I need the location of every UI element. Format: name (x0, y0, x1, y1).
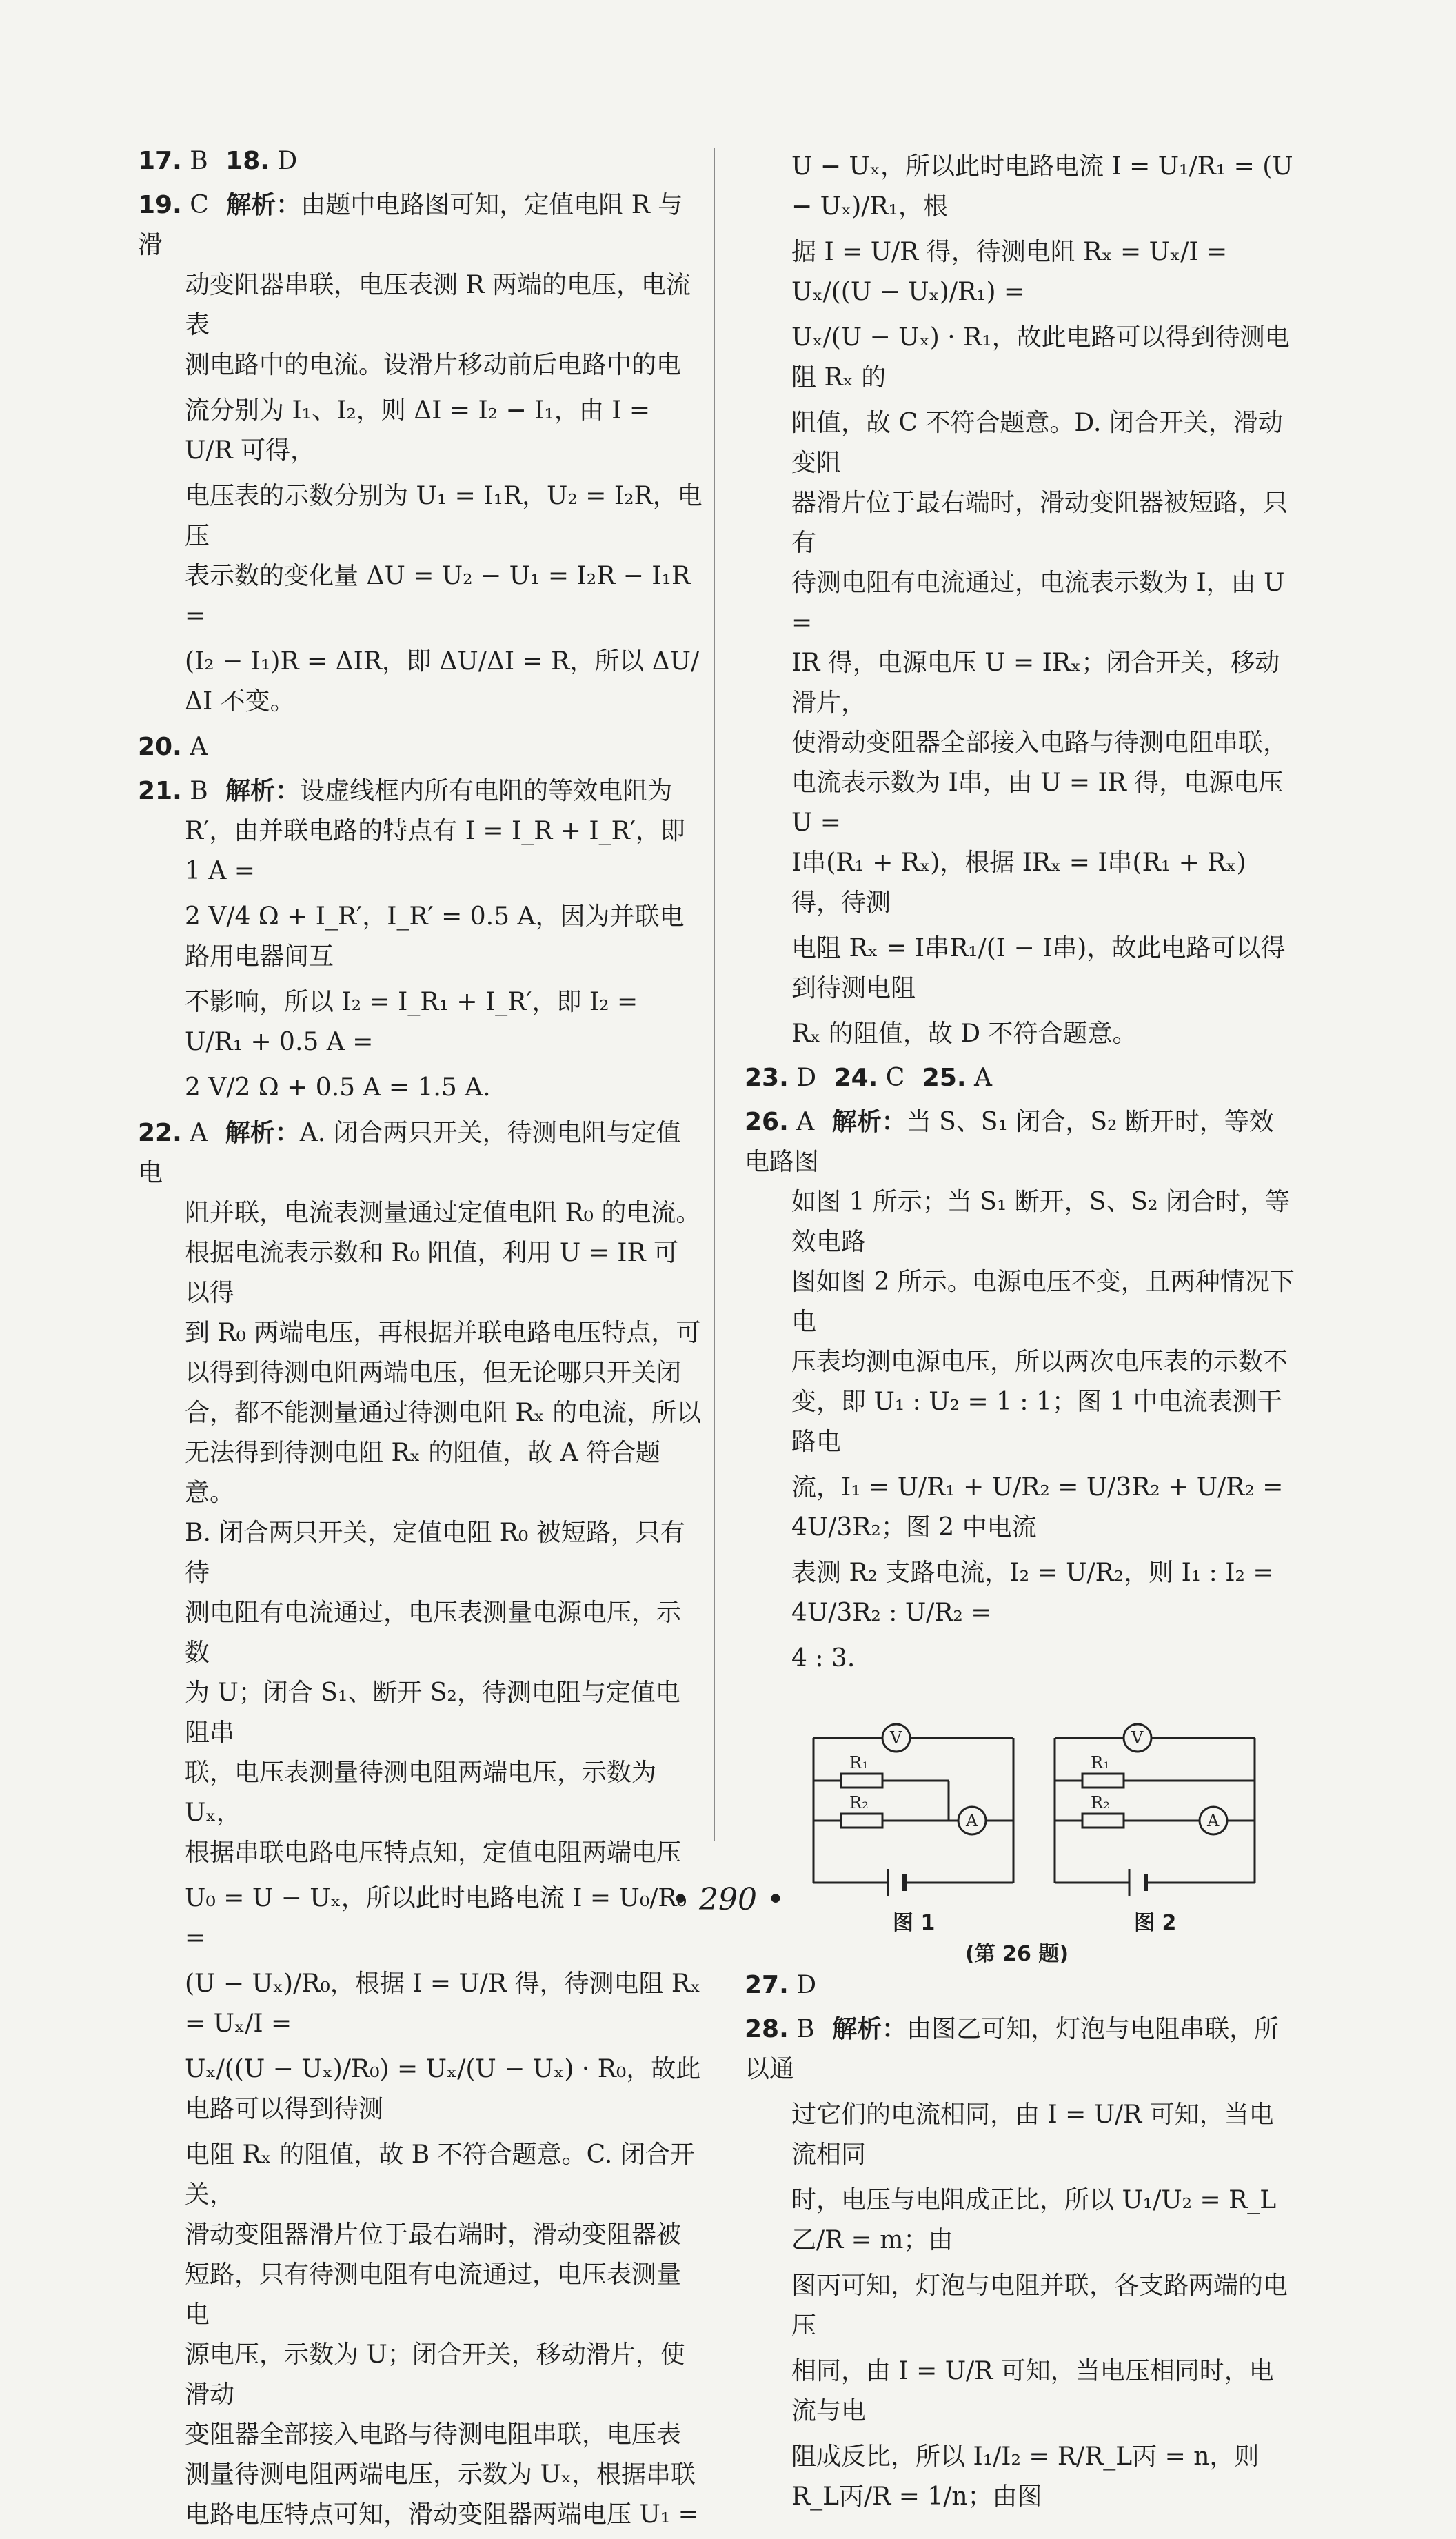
figure-note: (第 26 题) (965, 1942, 1069, 1966)
q19-line: 测电路中的电流。设滑片移动前后电路中的电 (185, 351, 682, 379)
q24-number: 24. (833, 1064, 878, 1092)
q20-answer: A (190, 733, 208, 761)
q22-label: 解析： (225, 1119, 300, 1147)
q21-line: 2 V/4 Ω + I_R′，I_R′ = 0.5 A，因为并联电路用电器间互 (185, 902, 685, 971)
q21-label: 解析： (225, 777, 301, 805)
q28-line: 过它们的电流相同，由 I = U/R 可知，当电流相同 (791, 2101, 1274, 2169)
q28-answer: B (796, 2015, 815, 2043)
q22-cont-line: Uₓ/(U − Uₓ) · R₁，故此电路可以得到待测电阻 Rₓ 的 (791, 323, 1290, 392)
q19-line: 动变阻器串联，电压表测 R 两端的电压，电流表 (185, 271, 691, 339)
q22-line: Uₓ/((U − Uₓ)/R₀) = Uₓ/(U − Uₓ) · R₀，故此电路可以得到待测 (185, 2055, 701, 2123)
circuit-diagrams-svg (745, 1697, 1296, 1903)
question-19 (138, 185, 703, 722)
q24-answer: C (885, 1064, 905, 1092)
q26-line: 压表均测电源电压，所以两次电压表的示数不 (791, 1348, 1288, 1376)
column-divider (714, 148, 715, 1841)
ammeter-label: A (966, 1811, 978, 1830)
q22-cont-line: I串(R₁ + Rₓ)，根据 IRₓ = I串(R₁ + Rₓ) 得，待测 (791, 849, 1246, 917)
right-column (745, 141, 1296, 2522)
resistor-r2-label: R₂ (1091, 1793, 1110, 1812)
q22-answer: A (190, 1119, 208, 1147)
question-21 (138, 771, 703, 1108)
q21-line: R′，由并联电路的特点有 I = I_R + I_R′，即 1 A = (185, 817, 685, 885)
q22-line: 根据电流表示数和 R₀ 阻值，利用 U = IR 可以得 (185, 1239, 679, 1307)
q22-line: 源电压，示数为 U；闭合开关，移动滑片，使滑动 (185, 2340, 685, 2409)
left-column (138, 141, 703, 2539)
q19-line: 电压表的示数分别为 U₁ = I₁R，U₂ = I₂R，电压 (185, 482, 702, 550)
q28-line: 相同，由 I = U/R 可知，当电压相同时，电流与电 (791, 2357, 1274, 2425)
q22-line: (U − Uₓ)/R₀，根据 I = U/R 得，待测电阻 Rₓ = Uₓ/I = (185, 1970, 701, 2038)
q22-line: 根据串联电路电压特点知，定值电阻两端电压 (185, 1839, 682, 1867)
q22-cont-line: Rₓ 的阻值，故 D 不符合题意。 (791, 1020, 1138, 1048)
q28-line: 时，电压与电阻成正比，所以 U₁/U₂ = R_L乙/R = m；由 (791, 2186, 1277, 2254)
voltmeter-label: V (1131, 1728, 1144, 1748)
answer-17-18 (138, 141, 703, 181)
resistor-r1-label: R₁ (1091, 1753, 1110, 1772)
q22-line: 以得到待测电阻两端电压，但无论哪只开关闭 (185, 1359, 682, 1387)
q26-label: 解析： (831, 1108, 907, 1136)
q28-line: 阻成反比，所以 I₁/I₂ = R/R_L丙 = n，则 R_L丙/R = 1/n；由图 (791, 2442, 1260, 2511)
q22-line: 联，电压表测量待测电阻两端电压，示数为 Uₓ， (185, 1759, 657, 1827)
question-28 (745, 2010, 1296, 2517)
q25-answer: A (974, 1064, 993, 1092)
q21-answer: B (190, 777, 208, 805)
q22-cont-line: 器滑片位于最右端时，滑动变阻器被短路，只有 (791, 489, 1288, 557)
q22-line: U₀ = U − Uₓ，所以此时电路电流 I = U₀/R₀ = (185, 1884, 687, 1952)
q19-answer: C (190, 191, 209, 219)
q22-line: 电路电压特点可知，滑动变阻器两端电压 U₁ = (185, 2500, 699, 2529)
q22-line: 电阻 Rₓ 的阻值，故 B 不符合题意。C. 闭合开关， (185, 2141, 695, 2209)
q17-answer: B (190, 147, 208, 175)
q26-answer: A (796, 1108, 815, 1136)
q28-line: 图丙可知，灯泡与电阻并联，各支路两端的电压 (791, 2272, 1288, 2340)
q21-line: 不影响，所以 I₂ = I_R₁ + I_R′，即 I₂ = U/R₁ + 0.5 A = (185, 988, 638, 1056)
q22-line: 短路，只有待测电阻有电流通过，电压表测量电 (185, 2260, 682, 2329)
q26-line: 4 : 3. (791, 1644, 856, 1672)
q27-answer: D (796, 1971, 817, 1999)
question-22-continued (745, 147, 1296, 1054)
q18-answer: D (277, 147, 298, 175)
q19-label: 解析： (226, 191, 301, 219)
page-number: • 290 • (671, 1882, 785, 1917)
q22-line: B. 闭合两只开关，定值电阻 R₀ 被短路，只有待 (185, 1519, 685, 1587)
q18-number: 18. (225, 147, 270, 175)
q22-line: 阻并联，电流表测量通过定值电阻 R₀ 的电流。 (185, 1199, 701, 1227)
q20-number: 20. (138, 733, 182, 761)
q26-line: 如图 1 所示；当 S₁ 断开，S、S₂ 闭合时，等效电路 (791, 1188, 1290, 1256)
q22-number: 22. (138, 1119, 182, 1147)
q26-line: 流，I₁ = U/R₁ + U/R₂ = U/3R₂ + U/R₂ = 4U/3R₂；图 2 中电流 (791, 1473, 1284, 1541)
q22-cont-line: IR 得，电源电压 U = IRₓ；闭合开关，移动滑片， (791, 649, 1280, 717)
circuit-figure-2 (1055, 1724, 1255, 1896)
q22-line: A. 闭合两只开关，待测电阻与定值电 (138, 1119, 681, 1187)
circuit-figure-1 (813, 1724, 1013, 1896)
resistor-r2-label: R₂ (849, 1793, 869, 1812)
q22-line: 到 R₀ 两端电压，再根据并联电路电压特点，可 (185, 1319, 701, 1347)
q22-line: 为 U；闭合 S₁、断开 S₂，待测电阻与定值电阻串 (185, 1679, 680, 1747)
q26-line: 变，即 U₁ : U₂ = 1 : 1；图 1 中电流表测干路电 (791, 1388, 1282, 1456)
question-26 (745, 1102, 1296, 1966)
q21-number: 21. (138, 777, 182, 805)
q22-line: 无法得到待测电阻 Rₓ 的阻值，故 A 符合题意。 (185, 1439, 661, 1507)
q23-number: 23. (745, 1064, 789, 1092)
q23-answer: D (796, 1064, 817, 1092)
q22-cont-line: 阻值，故 C 不符合题意。D. 闭合开关，滑动变阻 (791, 409, 1283, 477)
q27-number: 27. (745, 1971, 789, 1999)
q19-line: (I₂ − I₁)R = ΔIR，即 ΔU/ΔI = R，所以 ΔU/ΔI 不变。 (185, 647, 700, 716)
q17-number: 17. (138, 147, 182, 175)
q22-line: 滑动变阻器滑片位于最右端时，滑动变阻器被 (185, 2221, 682, 2249)
q22-cont-line: 电流表示数为 I串，由 U = IR 得，电源电压 U = (791, 769, 1284, 837)
q22-line: 合，都不能测量通过待测电阻 Rₓ 的电流，所以 (185, 1399, 702, 1427)
q22-cont-line: U − Uₓ，所以此时电路电流 I = U₁/R₁ = (U − Uₓ)/R₁，根 (791, 152, 1293, 221)
q21-line: 2 V/2 Ω + 0.5 A = 1.5 A. (185, 1073, 491, 1102)
voltmeter-label: V (890, 1728, 902, 1748)
q26-line: 图如图 2 所示。电源电压不变，且两种情况下电 (791, 1268, 1295, 1336)
figure-2-caption: 图 2 (1134, 1911, 1177, 1935)
q28-number: 28. (745, 2015, 789, 2043)
q22-line: 测电阻有电流通过，电压表测量电源电压，示数 (185, 1599, 682, 1667)
q26-number: 26. (745, 1108, 789, 1136)
question-22 (138, 1113, 703, 2535)
q22-line: 变阻器全部接入电路与待测电阻串联，电压表 (185, 2420, 682, 2449)
circuit-figures (745, 1697, 1296, 1966)
q21-line: 设虚线框内所有电阻的等效电阻为 (300, 777, 673, 805)
q22-cont-line: 电阻 Rₓ = I串R₁/(I − I串)，故此电路可以得到待测电阻 (791, 934, 1286, 1002)
q26-line: 表测 R₂ 支路电流，I₂ = U/R₂，则 I₁ : I₂ = 4U/3R₂ : U/R₂ = (791, 1559, 1274, 1627)
ammeter-label: A (1207, 1811, 1220, 1830)
q22-cont-line: 待测电阻有电流通过，电流表示数为 I，由 U = (791, 569, 1285, 637)
q28-line: 由图乙可知，灯泡与电阻串联，所以通 (745, 2015, 1280, 2083)
q22-line: 测量待测电阻两端电压，示数为 Uₓ，根据串联 (185, 2460, 696, 2489)
question-20 (138, 727, 703, 767)
figure-1-caption: 图 1 (893, 1911, 936, 1935)
resistor-r1-label: R₁ (849, 1753, 869, 1772)
q19-number: 19. (138, 191, 182, 219)
q22-cont-line: 据 I = U/R 得，待测电阻 Rₓ = Uₓ/I = Uₓ/((U − Uₓ)/R₁) = (791, 238, 1228, 306)
q28-label: 解析： (832, 2015, 907, 2043)
answer-23-25 (745, 1058, 1296, 1098)
q19-line: 流分别为 I₁、I₂，则 ΔI = I₂ − I₁，由 I = U/R 可得， (185, 396, 651, 465)
q22-cont-line: 使滑动变阻器全部接入电路与待测电阻串联， (791, 729, 1288, 757)
q26-line: 当 S、S₁ 闭合，S₂ 断开时，等效电路图 (745, 1108, 1274, 1176)
q25-number: 25. (922, 1064, 967, 1092)
q19-line: 表示数的变化量 ΔU = U₂ − U₁ = I₂R − I₁R = (185, 562, 691, 630)
q19-line: 由题中电路图可知，定值电阻 R 与滑 (138, 191, 683, 259)
